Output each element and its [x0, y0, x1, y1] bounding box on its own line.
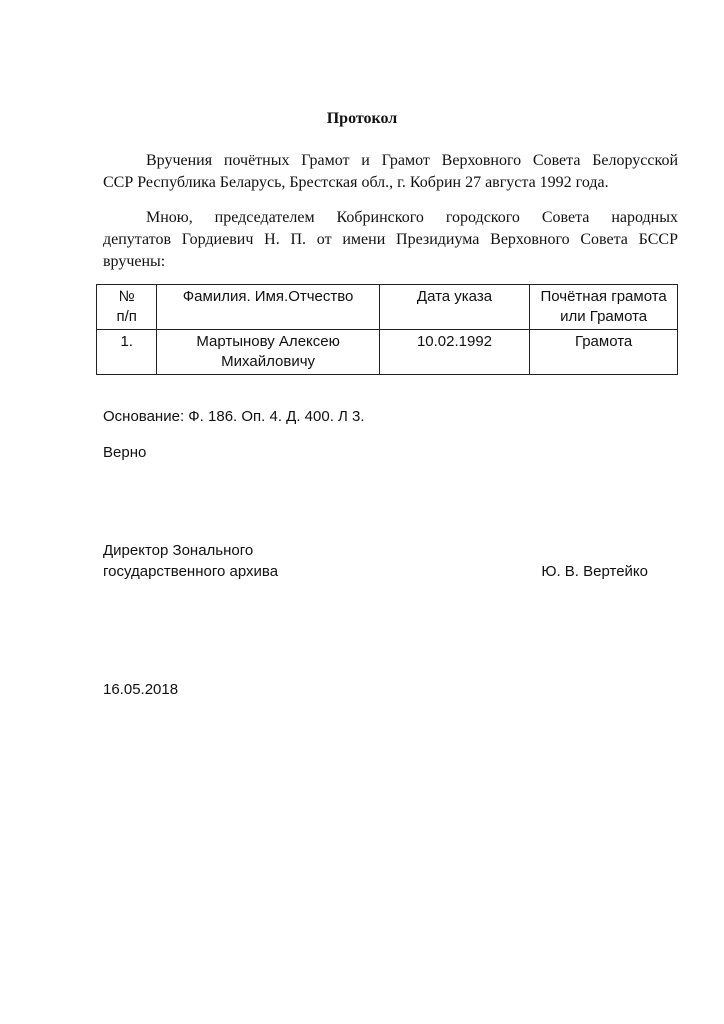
intro-line-2: ССР Республика Беларусь, Брестская обл., г. Кобрин 27 августа 1992 года. — [103, 174, 609, 191]
verified-mark: Верно — [103, 444, 147, 461]
table-row — [97, 330, 678, 375]
header-name: Фамилия. Имя.Отчество — [157, 285, 379, 330]
presenter-line-2: депутатов Гордиевич Н. П. от имени Президиума Верховного Совета БССР — [103, 231, 678, 248]
cell-decree-date: 10.02.1992 — [379, 330, 529, 375]
table-header-row — [97, 285, 678, 330]
document-date: 16.05.2018 — [103, 681, 179, 698]
signer-name: Ю. В. Вертейко — [541, 563, 648, 580]
presenter-paragraph — [103, 207, 678, 273]
header-number: № п/п — [97, 285, 157, 330]
cell-award: Грамота — [530, 330, 678, 375]
header-award: Почётная грамота или Грамота — [530, 285, 678, 330]
signer-position-line-1: Директор Зонального — [103, 542, 254, 559]
document-title: Протокол — [326, 110, 398, 127]
cell-name: Мартынову Алексею Михайловичу — [157, 330, 379, 375]
intro-line-1: Вручения почётных Грамот и Грамот Верховного Совета Белорусской — [146, 152, 678, 169]
signer-position-line-2: государственного архива — [103, 563, 279, 580]
basis-reference: Основание: Ф. 186. Оп. 4. Д. 400. Л 3. — [103, 408, 365, 425]
presenter-line-1: Мною, председателем Кобринского городского Совета народных — [146, 209, 678, 226]
awards-table — [96, 284, 678, 375]
intro-paragraph — [103, 150, 678, 194]
cell-number: 1. — [97, 330, 157, 375]
header-decree-date: Дата указа — [379, 285, 529, 330]
presenter-line-3: вручены: — [103, 253, 166, 270]
